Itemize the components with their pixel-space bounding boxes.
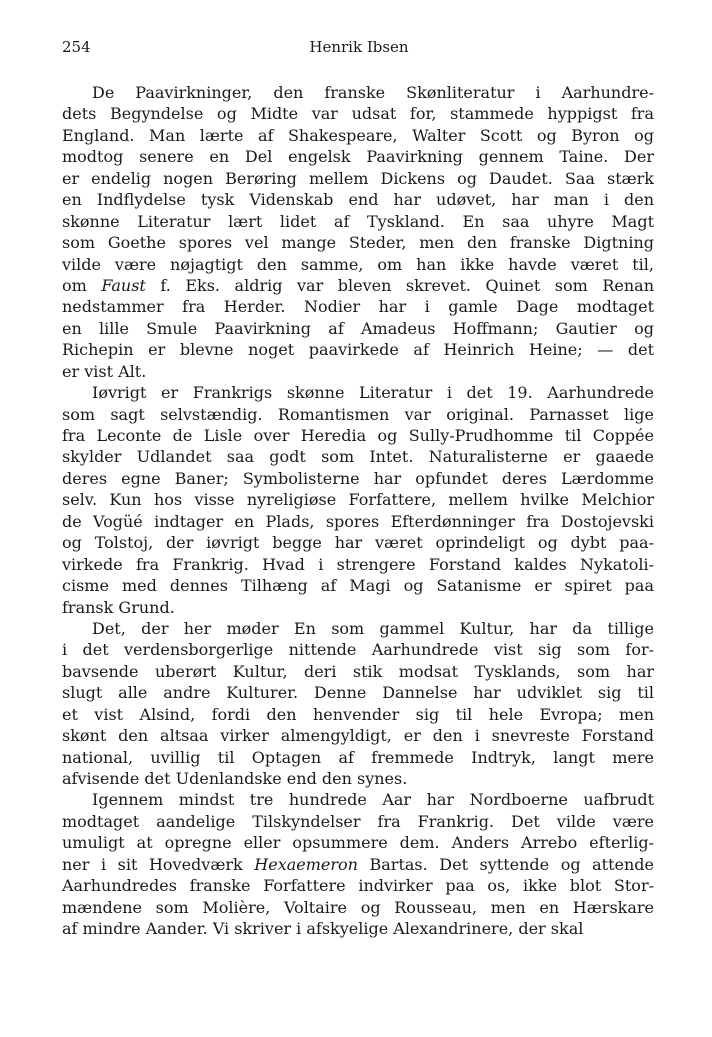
body-text — [62, 82, 654, 940]
text-line: umuligt at opregne eller opsummere dem. Anders Arrebo efterlig- — [62, 833, 654, 853]
text-line: skønt den altsaa virker almengyldigt, er den i snevreste Forstand — [62, 726, 654, 746]
text-line: en lille Smule Paavirkning af Amadeus Hoffmann; Gautier og — [62, 318, 654, 338]
text-line: England. Man lærte af Shakespeare, Walter Scott og Byron og — [62, 125, 654, 145]
running-head: Henrik Ibsen — [309, 38, 409, 56]
text-line: ner i sit Hovedværk Hexaemeron Bartas. Det syttende og attende — [62, 854, 654, 874]
text-line: skønne Literatur lært lidet af Tyskland. En saa uhyre Magt — [62, 211, 654, 231]
text-line: mændene som Molière, Voltaire og Rousseau, men en Hærskare — [62, 897, 654, 917]
text-line: om Faust f. Eks. aldrig var bleven skrevet. Quinet som Renan — [62, 275, 655, 295]
text-line: vilde være nøjagtigt den samme, om han ikke havde været til, — [62, 254, 654, 274]
text-line: som Goethe spores vel mange Steder, men den franske Digtning — [62, 233, 654, 253]
paragraph — [62, 382, 654, 618]
italic-title: Hexaemeron — [254, 854, 358, 874]
text-line: en Indflydelse tysk Videnskab end har udøvet, har man i den — [62, 190, 654, 210]
text-line: Igennem mindst tre hundrede Aar har Nordboerne uafbrudt — [92, 790, 654, 810]
text-line: Det, der her møder En som gammel Kultur, har da tillige — [92, 618, 654, 638]
text-line: Richepin er blevne noget paavirkede af Heinrich Heine; — det — [62, 340, 654, 360]
text-line: cisme med dennes Tilhæng af Magi og Satanisme er spiret paa — [62, 576, 654, 596]
text-line: i det verdensborgerlige nittende Aarhundrede vist sig som for- — [62, 640, 654, 660]
text-line: nedstammer fra Herder. Nodier har i gamle Dage modtaget — [62, 297, 654, 317]
text-line: virkede fra Frankrig. Hvad i strengere Forstand kaldes Nykatoli- — [62, 554, 654, 574]
paragraph — [62, 82, 654, 382]
text-line: selv. Kun hos visse nyreligiøse Forfattere, mellem hvilke Melchior — [62, 490, 654, 510]
text-line: skylder Udlandet saa godt som Intet. Naturalisterne er gaaede — [62, 447, 654, 467]
text-line: deres egne Baner; Symbolisterne har opfundet deres Lærdomme — [62, 468, 654, 488]
text-line: slugt alle andre Kulturer. Denne Dannelse har udviklet sig til — [62, 683, 654, 703]
page-header — [62, 38, 656, 64]
text-line: et vist Alsind, fordi den henvender sig til hele Evropa; men — [62, 704, 654, 724]
text-line: modtaget aandelige Tilskyndelser fra Frankrig. Det vilde være — [62, 811, 654, 831]
text-line: fransk Grund. — [62, 597, 175, 617]
text-line: modtog senere en Del engelsk Paavirkning gennem Taine. Der — [62, 147, 654, 167]
text-line: Iøvrigt er Frankrigs skønne Literatur i det 19. Aarhundrede — [92, 383, 654, 403]
text-line: Aarhundredes franske Forfattere indvirker paa os, ikke blot Stor- — [62, 876, 654, 896]
text-line: afvisende det Udenlandske end den synes. — [62, 769, 408, 788]
text-line: dets Begyndelse og Midte var udsat for, stammede hyppigst fra — [62, 104, 654, 124]
text-line: fra Leconte de Lisle over Heredia og Sully-Prudhomme til Coppée — [62, 426, 654, 445]
text-line: national, uvillig til Optagen af fremmede Indtryk, langt mere — [62, 747, 654, 767]
italic-title: Faust — [101, 275, 146, 295]
text-line: er endelig nogen Berøring mellem Dickens og Daudet. Saa stærk — [62, 168, 654, 188]
page-number: 254 — [62, 38, 91, 56]
paragraph — [62, 789, 654, 939]
paragraph — [62, 618, 654, 790]
text-line: som sagt selvstændig. Romantismen var original. Parnasset lige — [62, 404, 654, 424]
text-line: og Tolstoj, der iøvrigt begge har været oprindeligt og dybt paa- — [62, 533, 654, 553]
text-line: de Vogüé indtager en Plads, spores Efterdønninger fra Dostojevski — [62, 511, 654, 531]
text-line: De Paavirkninger, den franske Skønliteratur i Aarhundre- — [92, 83, 654, 102]
text-line: bavsende uberørt Kultur, deri stik modsat Tysklands, som har — [62, 661, 654, 681]
text-line: af mindre Aander. Vi skriver i afskyelige Alexandrinere, der skal — [62, 919, 584, 939]
text-line: er vist Alt. — [62, 361, 147, 381]
